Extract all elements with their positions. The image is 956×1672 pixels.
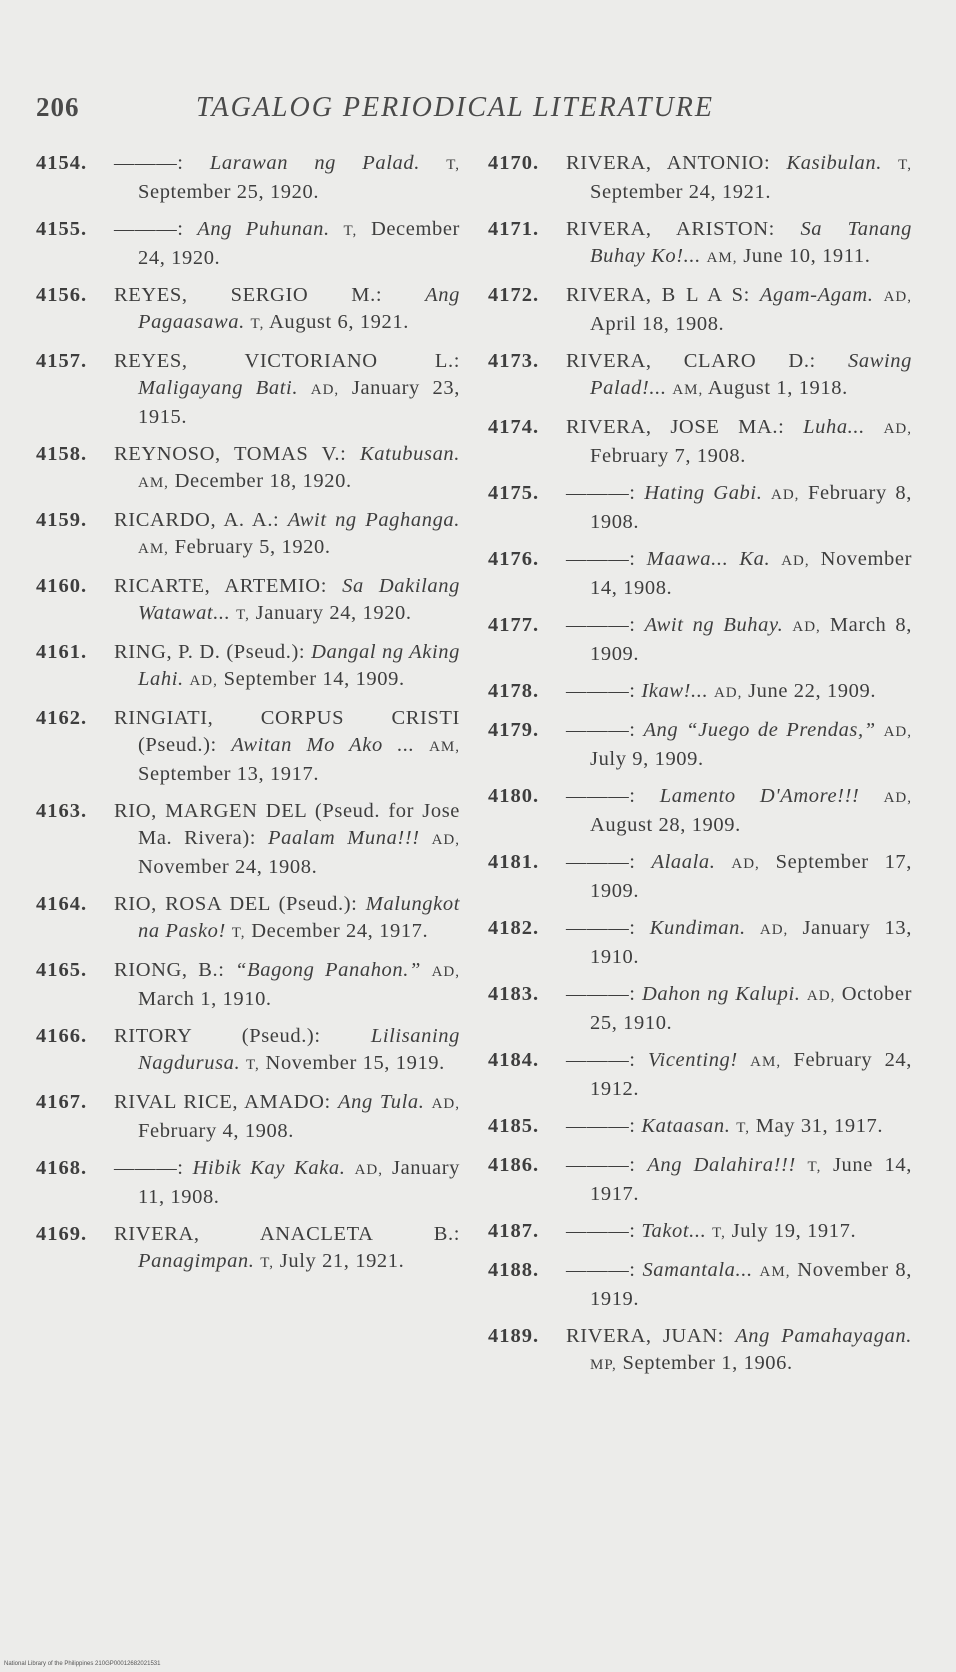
entry-periodical: AD, [771,487,800,503]
entry-date: February 4, 1908. [138,1120,294,1142]
entry-date: January 13, 1910. [590,917,912,968]
entry-author: RING, P. D. (Pseud.): [114,641,306,663]
entry-number: 4165. [36,959,88,981]
entry-number: 4156. [36,284,88,306]
entry-periodical: AD, [883,289,912,305]
entry-author: RIVERA, CLARO D.: [566,350,816,372]
bibliography-entry [488,282,912,338]
entry-date: August 28, 1909. [590,814,741,836]
entry-author: ———: [114,152,184,174]
entry-author: ———: [566,680,636,702]
entry-title: Alaala. [651,851,716,873]
entry-number: 4176. [488,548,540,570]
entry-periodical: T, [898,157,912,173]
entry-number: 4161. [36,641,88,663]
entry-number: 4164. [36,893,88,915]
entry-title: Sa Dakilang Watawat... [138,575,460,624]
entry-title: Larawan ng Palad. [209,152,420,174]
entry-periodical: AD, [431,832,461,848]
bibliography-entry [36,1023,460,1079]
entry-title: Katubusan. [360,443,461,465]
entry-periodical: AD, [883,421,912,437]
bibliography-entry [488,348,912,404]
bibliography-entry [488,216,912,272]
entry-author: ———: [566,614,636,636]
entry-title: Sawing Palad!... [590,350,913,399]
entry-periodical: AD, [792,619,821,635]
entry-author: RIVERA, ANTONIO: [566,152,771,174]
entry-date: July 21, 1921. [279,1250,405,1272]
entry-date: December 24, 1920. [138,218,460,269]
entry-author: ———: [566,785,636,807]
entry-number: 4178. [488,680,540,702]
bibliography-entry [488,414,912,470]
entry-number: 4185. [488,1115,540,1137]
bibliography-entry [488,678,912,707]
entry-periodical: AM, [750,1054,782,1070]
entry-periodical: AD, [354,1162,383,1178]
entry-author: RIVERA, ANACLETA B.: [114,1223,460,1245]
entry-number: 4177. [488,614,540,636]
entry-number: 4171. [488,218,540,240]
bibliography-entry [36,1155,460,1211]
entry-number: 4183. [488,983,540,1005]
entry-title: Ang Dalahira!!! [647,1154,796,1176]
entry-author: ———: [566,851,636,873]
entry-author: RINGIATI, CORPUS CRISTI (Pseud.): [114,707,460,756]
entry-periodical: AM, [138,541,169,557]
entry-author: RIONG, B.: [114,959,225,981]
bibliography-entry [488,1152,912,1208]
entry-periodical: T, [807,1159,822,1175]
entry-title: Ang Pagaasawa. [138,284,460,333]
entry-date: September 14, 1909. [223,668,405,690]
entry-periodical: AD, [883,724,912,740]
bibliography-entry [36,282,460,338]
entry-title: Ang Pamahayagan. [735,1325,912,1347]
entry-author: ———: [566,1220,636,1242]
entry-periodical: AD, [883,790,912,806]
entry-title: Lilisaning Nagdurusa. [138,1025,460,1074]
entry-title: Awit ng Paghanga. [287,509,460,531]
entry-number: 4187. [488,1220,540,1242]
entry-date: March 8, 1909. [590,614,912,665]
entry-author: RICARDO, A. A.: [114,509,280,531]
entry-number: 4188. [488,1259,540,1281]
entry-title: Samantala... [642,1259,753,1281]
entry-author: REYES, SERGIO M.: [114,284,383,306]
entry-title: Panagimpan. [138,1250,255,1272]
bibliography-entry [488,783,912,839]
entry-periodical: T, [260,1255,275,1271]
bibliography-entry [36,348,460,431]
entry-author: REYES, VICTORIANO L.: [114,350,460,372]
bibliography-entry [36,216,460,272]
entry-date: August 1, 1918. [707,377,848,399]
entry-title: Malungkot na Pasko! [138,893,460,942]
entry-periodical: T, [712,1225,726,1241]
entry-date: May 31, 1917. [755,1115,884,1137]
bibliography-entry [488,1113,912,1142]
page-number: 206 [36,92,80,122]
bibliography-entry [488,480,912,536]
entry-date: February 8, 1908. [590,482,912,533]
bibliography-entry [36,573,460,629]
entry-title: Dahon ng Kalupi. [642,983,801,1005]
entry-date: April 18, 1908. [590,313,725,335]
running-title: TAGALOG PERIODICAL LITERATURE [196,92,714,123]
entry-number: 4162. [36,707,88,729]
entry-periodical: AD, [310,382,340,398]
entry-date: August 6, 1921. [268,311,409,333]
entry-author: RIVERA, B L A S: [566,284,750,306]
entry-periodical: AD, [431,1096,461,1112]
entry-number: 4175. [488,482,540,504]
entry-number: 4170. [488,152,540,174]
entry-author: ———: [114,218,184,240]
entry-author: ———: [566,917,636,939]
entry-date: September 1, 1906. [622,1352,793,1374]
bibliography-entry [36,957,460,1013]
entry-number: 4180. [488,785,540,807]
bibliography-entry [488,1218,912,1247]
entry-title: Kasibulan. [786,152,882,174]
entry-date: September 17, 1909. [590,851,913,902]
entry-title: Sa Tanang Buhay Ko!... [590,218,913,267]
entry-date: February 5, 1920. [174,536,331,558]
entry-title: Ang Puhunan. [197,218,330,240]
entry-number: 4154. [36,152,88,174]
entry-periodical: AM, [138,475,169,491]
entry-title: Vicenting! [647,1049,738,1071]
bibliography-entry [488,981,912,1037]
scan-footer: National Library of the Philippines 210GP00012682021531 [4,1661,161,1667]
entry-title: Paalam Muna!!! [267,827,420,849]
entry-author: ———: [114,1157,184,1179]
entry-periodical: T, [736,1120,751,1136]
entry-periodical: AD, [731,856,760,872]
bibliography-entry [36,798,460,881]
entry-title: Ang “Juego de Prendas,” [643,719,876,741]
entry-number: 4173. [488,350,540,372]
bibliography-entry [36,441,460,497]
entry-number: 4189. [488,1325,540,1347]
entry-number: 4167. [36,1091,88,1113]
entry-date: July 9, 1909. [590,748,704,770]
entry-author: ———: [566,1115,636,1137]
entry-title: Dangal ng Aking Lahi. [138,641,460,690]
entry-number: 4172. [488,284,540,306]
entry-number: 4166. [36,1025,88,1047]
entry-title: Awit ng Buhay. [644,614,784,636]
entry-periodical: AD, [806,988,836,1004]
entry-author: RITORY (Pseud.): [114,1025,321,1047]
entry-date: November 24, 1908. [138,856,318,878]
entry-title: Ikaw!... [641,680,709,702]
bibliography-entry [488,612,912,668]
left-column [36,150,460,1287]
entry-date: December 18, 1920. [174,470,352,492]
entry-author: ———: [566,1049,636,1071]
entry-number: 4158. [36,443,88,465]
entry-title: Luha... [803,416,865,438]
entry-periodical: AD, [781,553,810,569]
entry-date: March 1, 1910. [138,988,272,1010]
entry-author: RIVERA, JUAN: [566,1325,724,1347]
bibliography-entry [488,1323,912,1379]
entry-number: 4174. [488,416,540,438]
entry-author: ———: [566,1154,636,1176]
entry-title: Agam-Agam. [759,284,874,306]
entry-title: “Bagong Panahon.” [235,959,421,981]
entry-date: February 7, 1908. [590,445,746,467]
entry-title: Kataasan. [641,1115,731,1137]
bibliography-entry [488,1257,912,1313]
entry-periodical: AM, [759,1264,791,1280]
bibliography-entry [36,639,460,695]
bibliography-entry [36,507,460,563]
bibliography-entry [488,849,912,905]
entry-date: September 13, 1917. [138,763,320,785]
entry-number: 4155. [36,218,88,240]
entry-date: November 15, 1919. [265,1052,445,1074]
bibliography-entry [488,546,912,602]
entry-number: 4160. [36,575,88,597]
entry-author: RIVERA, ARISTON: [566,218,775,240]
entry-periodical: T, [250,316,265,332]
entry-number: 4159. [36,509,88,531]
entry-date: January 11, 1908. [138,1157,460,1208]
entry-title: Takot... [641,1220,707,1242]
entry-author: RIO, MARGEN DEL (Pseud. for Jose Ma. Rivera): [114,800,460,849]
entry-periodical: AD, [713,685,743,701]
entry-date: February 24, 1912. [590,1049,912,1100]
entry-author: RIVERA, JOSE MA.: [566,416,785,438]
entry-author: RIO, ROSA DEL (Pseud.): [114,893,358,915]
entry-author: ———: [566,482,636,504]
entry-author: RICARTE, ARTEMIO: [114,575,327,597]
entry-periodical: MP, [590,1357,617,1373]
entry-number: 4157. [36,350,88,372]
entry-number: 4182. [488,917,540,939]
entry-author: REYNOSO, TOMAS V.: [114,443,347,465]
entry-title: Hibik Kay Kaka. [192,1157,346,1179]
entry-periodical: AM, [429,739,460,755]
entry-date: December 24, 1917. [251,920,429,942]
entry-number: 4163. [36,800,88,822]
entry-number: 4168. [36,1157,88,1179]
entry-date: September 25, 1920. [138,181,320,203]
entry-author: ———: [566,1259,636,1281]
entry-date: January 23, 1915. [138,377,460,428]
right-column [488,150,912,1389]
entry-title: Ang Tula. [337,1091,425,1113]
entry-number: 4184. [488,1049,540,1071]
entry-date: June 22, 1909. [748,680,877,702]
entry-number: 4179. [488,719,540,741]
bibliography-entry [36,891,460,947]
entry-date: July 19, 1917. [731,1220,857,1242]
bibliography-entry [36,1221,460,1277]
bibliography-entry [36,150,460,206]
entry-title: Hating Gabi. [644,482,763,504]
entry-author: ———: [566,719,636,741]
entry-number: 4186. [488,1154,540,1176]
entry-title: Kundiman. [649,917,746,939]
entry-periodical: AM, [672,382,704,398]
entry-author: ———: [566,548,636,570]
entry-date: November 14, 1908. [590,548,912,599]
entry-date: September 24, 1921. [590,181,772,203]
entry-periodical: AD, [431,964,460,980]
entry-periodical: T, [236,607,250,623]
entry-date: October 25, 1910. [590,983,912,1034]
entry-date: November 8, 1919. [590,1259,913,1310]
bibliography-entry [488,915,912,971]
bibliography-entry [36,705,460,788]
bibliography-entry [36,1089,460,1145]
entry-number: 4169. [36,1223,88,1245]
entry-author: ———: [566,983,636,1005]
entry-periodical: T, [231,925,246,941]
entry-date: June 10, 1911. [743,245,871,267]
entry-title: Maawa... Ka. [646,548,771,570]
entry-author: RIVAL RICE, AMADO: [114,1091,331,1113]
entry-periodical: T, [446,157,460,173]
bibliography-entry [488,150,912,206]
entry-periodical: T, [343,223,358,239]
entry-title: Lamento D'Amore!!! [659,785,860,807]
entry-periodical: AD, [189,673,218,689]
entry-title: Maligayang Bati. [138,377,299,399]
entry-periodical: T, [246,1057,260,1073]
bibliography-entry [488,717,912,773]
bibliography-entry [488,1047,912,1103]
entry-date: January 24, 1920. [255,602,412,624]
entry-number: 4181. [488,851,540,873]
entry-title: Awitan Mo Ako ... [231,734,415,756]
entry-periodical: AD, [759,922,789,938]
entry-periodical: AM, [706,250,738,266]
entry-date: June 14, 1917. [590,1154,912,1205]
